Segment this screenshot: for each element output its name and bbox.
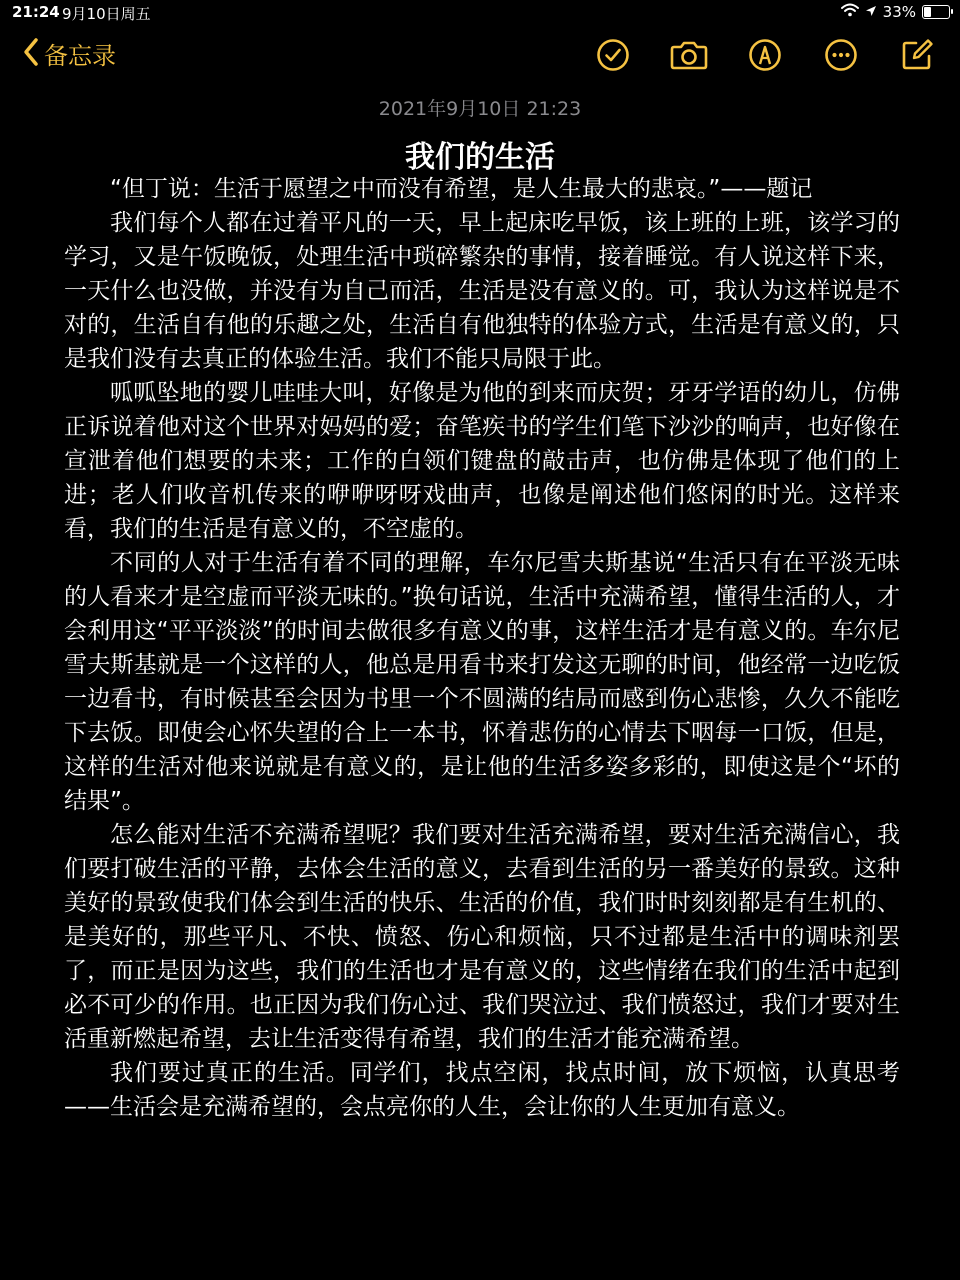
status-time: 21:24 <box>12 3 60 21</box>
note-date: 2021年9月10日 21:23 <box>378 98 582 120</box>
location-arrow-icon <box>865 3 877 21</box>
battery-percent: 33% <box>882 3 916 21</box>
checklist-button[interactable] <box>594 38 632 76</box>
more-icon <box>824 38 858 76</box>
battery-icon <box>922 5 950 19</box>
note-body[interactable] <box>64 172 900 1124</box>
note-paragraph: 怎么能对生活不充满希望呢？我们要对生活充满希望，要对生活充满信心，我们要打破生活的平静，去体会生活的意义，去看到生活的另一番美好的景致。这种美好的景致使我们体会到生活的快乐、生活的价值，我们时时刻刻都是有生机的、是美好的，那些平凡、不快、愤怒、伤心和烦恼，只不过都是生活中的调味剂罢了，而正是因为这些，我们的生活也才是有意义的，这些情绪在我们的生活中起到必不可少的作用。也正因为我们伤心过、我们哭泣过、我们愤怒过，我们才要对生活重新燃起希望，去让生活变得有希望，我们的生活才能充满希望。 <box>64 822 900 1052</box>
compose-button[interactable] <box>898 38 936 76</box>
camera-icon <box>670 39 708 75</box>
note-paragraph: “但丁说：生活于愿望之中而没有希望，是人生最大的悲哀。”——题记 <box>110 176 813 202</box>
note-paragraph: 我们每个人都在过着平凡的一天，早上起床吃早饭，该上班的上班，该学习的学习，又是午饭晚饭，处理生活中琐碎繁杂的事情，接着睡觉。有人说这样下来，一天什么也没做，并没有为自己而活，生活是没有意义的。可，我认为这样说是不对的，生活自有他的乐趣之处，生活自有他独特的体验方式，生活是有意义的，只是我们没有去真正的体验生活。我们不能只局限于此。 <box>64 210 900 372</box>
markup-button[interactable] <box>746 38 784 76</box>
status-date: 9月10日周五 <box>62 5 151 23</box>
markup-pen-icon <box>748 38 782 76</box>
status-right <box>841 2 950 22</box>
back-button[interactable] <box>22 36 116 71</box>
back-label: 备忘录 <box>44 42 116 70</box>
wifi-icon <box>841 3 859 21</box>
compose-icon <box>900 38 934 76</box>
battery-fill <box>924 7 931 17</box>
more-button[interactable] <box>822 38 860 76</box>
note-title[interactable]: 我们的生活 <box>405 140 555 175</box>
camera-button[interactable] <box>670 38 708 76</box>
note-paragraph: 我们要过真正的生活。同学们，找点空闲，找点时间，放下烦恼，认真思考——生活会是充满希望的，会点亮你的人生，会让你的人生更加有意义。 <box>64 1060 900 1120</box>
checklist-icon <box>596 38 630 76</box>
nav-bar <box>0 30 960 80</box>
note-paragraph: 不同的人对于生活有着不同的理解，车尔尼雪夫斯基说“生活只有在平淡无味的人看来才是空虚而平淡无味的。”换句话说，生活中充满希望，懂得生活的人，才会利用这“平平淡淡”的时间去做很多有意义的事，这样生活才是有意义的。车尔尼雪夫斯基就是一个这样的人，他总是用看书来打发这无聊的时间，他经常一边吃饭一边看书，有时候甚至会因为书里一个不圆满的结局而感到伤心悲惨，久久不能吃下去饭。即使会心怀失望的合上一本书，怀着悲伤的心情去下咽每一口饭，但是，这样的生活对他来说就是有意义的，是让他的生活多姿多彩的，即使这是个“坏的结果”。 <box>64 550 900 814</box>
toolbar <box>594 38 936 76</box>
status-bar <box>0 0 960 26</box>
chevron-left-icon <box>22 37 40 71</box>
note-paragraph: 呱呱坠地的婴儿哇哇大叫，好像是为他的到来而庆贺；牙牙学语的幼儿，仿佛正诉说着他对这个世界对妈妈的爱；奋笔疾书的学生们笔下沙沙的响声，也好像在宣泄着他们想要的未来；工作的白领们键盘的敲击声，也仿佛是体现了他们的上进；老人们收音机传来的咿咿呀呀戏曲声，也像是阐述他们悠闲的时光。这样来看，我们的生活是有意义的，不空虚的。 <box>64 380 900 542</box>
